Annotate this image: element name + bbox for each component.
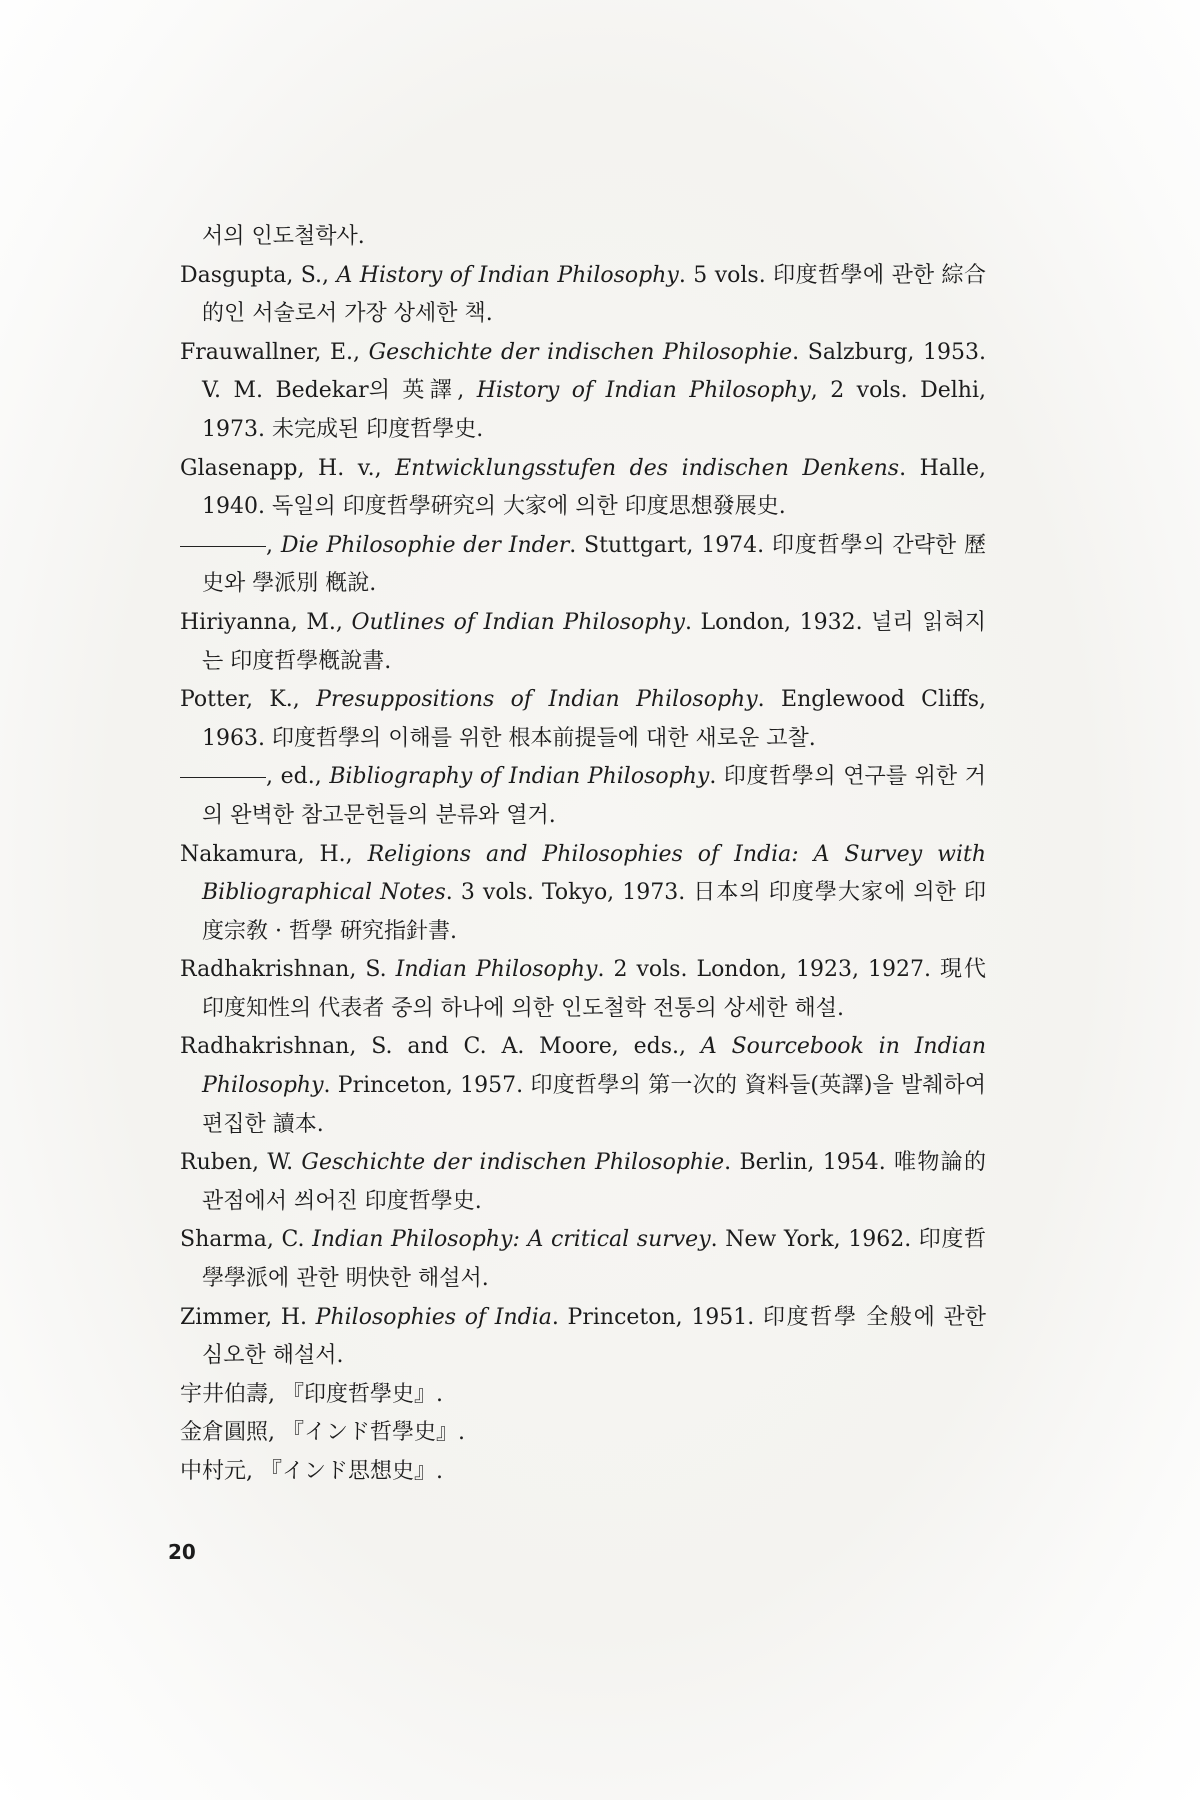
entry-author: Nakamura, H., [180,841,368,867]
continuation-text: 서의 인도철학사. [202,224,365,249]
continuation-line [180,218,986,257]
entry-author: Radhakrishnan, S. [180,957,396,983]
bibliography-entry [180,681,986,758]
entry-title: Philosophies of India [315,1304,552,1330]
page-number: 20 [168,1540,196,1564]
entry-details: . 2 vols. London, 1923, 1927. 現代 印度知性의 代表者 중의 하나에 의한 인도철학 전통의 상세한 해설. [202,957,986,1021]
entry-title: Entwicklungsstufen des indischen Denkens [395,455,900,481]
entry-author: Frauwallner, E., [180,339,369,365]
entry-title: Outlines of Indian Philosophy [351,609,685,635]
entry-author: , [266,532,281,558]
entry-title: Indian Philosophy: A critical survey [312,1227,711,1253]
entry-details: . London, 1932. 널리 읽혀지는 印度哲學槪說書. [202,609,986,674]
entry-title: Die Philosophie der Inder [280,532,570,558]
bibliography-entry [180,527,986,604]
bibliography-entry [180,450,986,527]
bibliography-entry [180,1221,986,1298]
bibliography-entry [180,257,986,334]
entry-translation-title: History of Indian Philosophy [476,378,811,404]
entry-details: . 5 vols. 印度哲學에 관한 綜合的인 서술로서 가장 상세한 책. [202,262,986,327]
entry-title: A History of Indian Philosophy [336,262,679,288]
entry-author: Glasenapp, H. v., [180,455,396,481]
entry-author: Radhakrishnan, S. and C. A. Moore, eds., [180,1034,701,1060]
bibliography-entry [180,758,986,835]
entry-title: Presuppositions of Indian Philosophy [316,687,758,713]
entry-details: . New York, 1962. 印度哲學學派에 관한 明快한 해설서. [202,1227,987,1292]
entry-author: Dasgupta, S., [180,262,337,288]
bibliography-entry [180,1299,986,1376]
entry-details: . Salzburg, 1953. V. M. Bedekar의 英譯, [202,339,986,404]
entry-details: . Princeton, 1951. 印度哲學 全般에 관한 심오한 해설서. [202,1304,987,1369]
ditto-rule [180,546,266,547]
entry-details: . 3 vols. Tokyo, 1973. 日本의 印度學大家에 의한 印度宗敎 · 哲學 硏究指針書. [202,880,986,944]
entry-title: Indian Philosophy [395,957,598,983]
entry-details: . Princeton, 1957. 印度哲學의 第一次的 資料들(英譯)을 발췌하여 편집한 讀本. [202,1073,986,1137]
bibliography [180,218,986,1492]
entry-author: Zimmer, H. [180,1304,316,1330]
entry-author: Hiriyanna, M., [180,609,352,635]
entry-author: , ed., [266,764,330,790]
bibliography-entry [180,836,986,952]
entry-details: . Berlin, 1954. 唯物論的 관점에서 씌어진 印度哲學史. [202,1150,986,1214]
japanese-reference [180,1414,986,1453]
japanese-reference-text: 中村元, 『インド思想史』. [180,1459,443,1484]
bibliography-entry [180,1144,986,1221]
bibliography-entry [180,334,986,450]
entry-details: . Halle, 1940. 독일의 印度哲學硏究의 大家에 의한 印度思想發展史. [202,455,986,520]
japanese-reference-text: 金倉圓照, 『インド哲學史』. [180,1420,465,1446]
japanese-reference [180,1453,986,1492]
bibliography-entry [180,951,986,1028]
japanese-reference [180,1376,986,1415]
bibliography-entry [180,604,986,681]
entry-title: Religions and Philosophies of India: A Survey with Bibliographical Notes [202,841,986,906]
entry-title: Geschichte der indischen Philosophie [368,339,793,365]
entry-details: , 2 vols. Delhi, 1973. 未完成된 印度哲學史. [202,378,987,442]
entry-details: . Stuttgart, 1974. 印度哲學의 간략한 歷史와 學派別 槪說. [202,532,986,597]
bibliography-entry [180,1028,986,1144]
entry-title: A Sourcebook in Indian Philosophy [202,1034,986,1099]
entry-details: . 印度哲學의 연구를 위한 거의 완벽한 참고문헌들의 분류와 열거. [202,764,986,828]
japanese-reference-text: 宇井伯壽, 『印度哲學史』. [180,1381,443,1407]
entry-author: Sharma, C. [180,1227,313,1253]
entry-author: Potter, K., [180,687,317,713]
entry-details: . Englewood Cliffs, 1963. 印度哲學의 이해를 위한 根本前提들에 대한 새로운 고찰. [202,687,986,751]
entry-title: Geschichte der indischen Philosophie [301,1150,725,1176]
entry-author: Ruben, W. [180,1150,302,1176]
entry-title: Bibliography of Indian Philosophy [329,764,710,790]
ditto-rule [180,777,266,778]
